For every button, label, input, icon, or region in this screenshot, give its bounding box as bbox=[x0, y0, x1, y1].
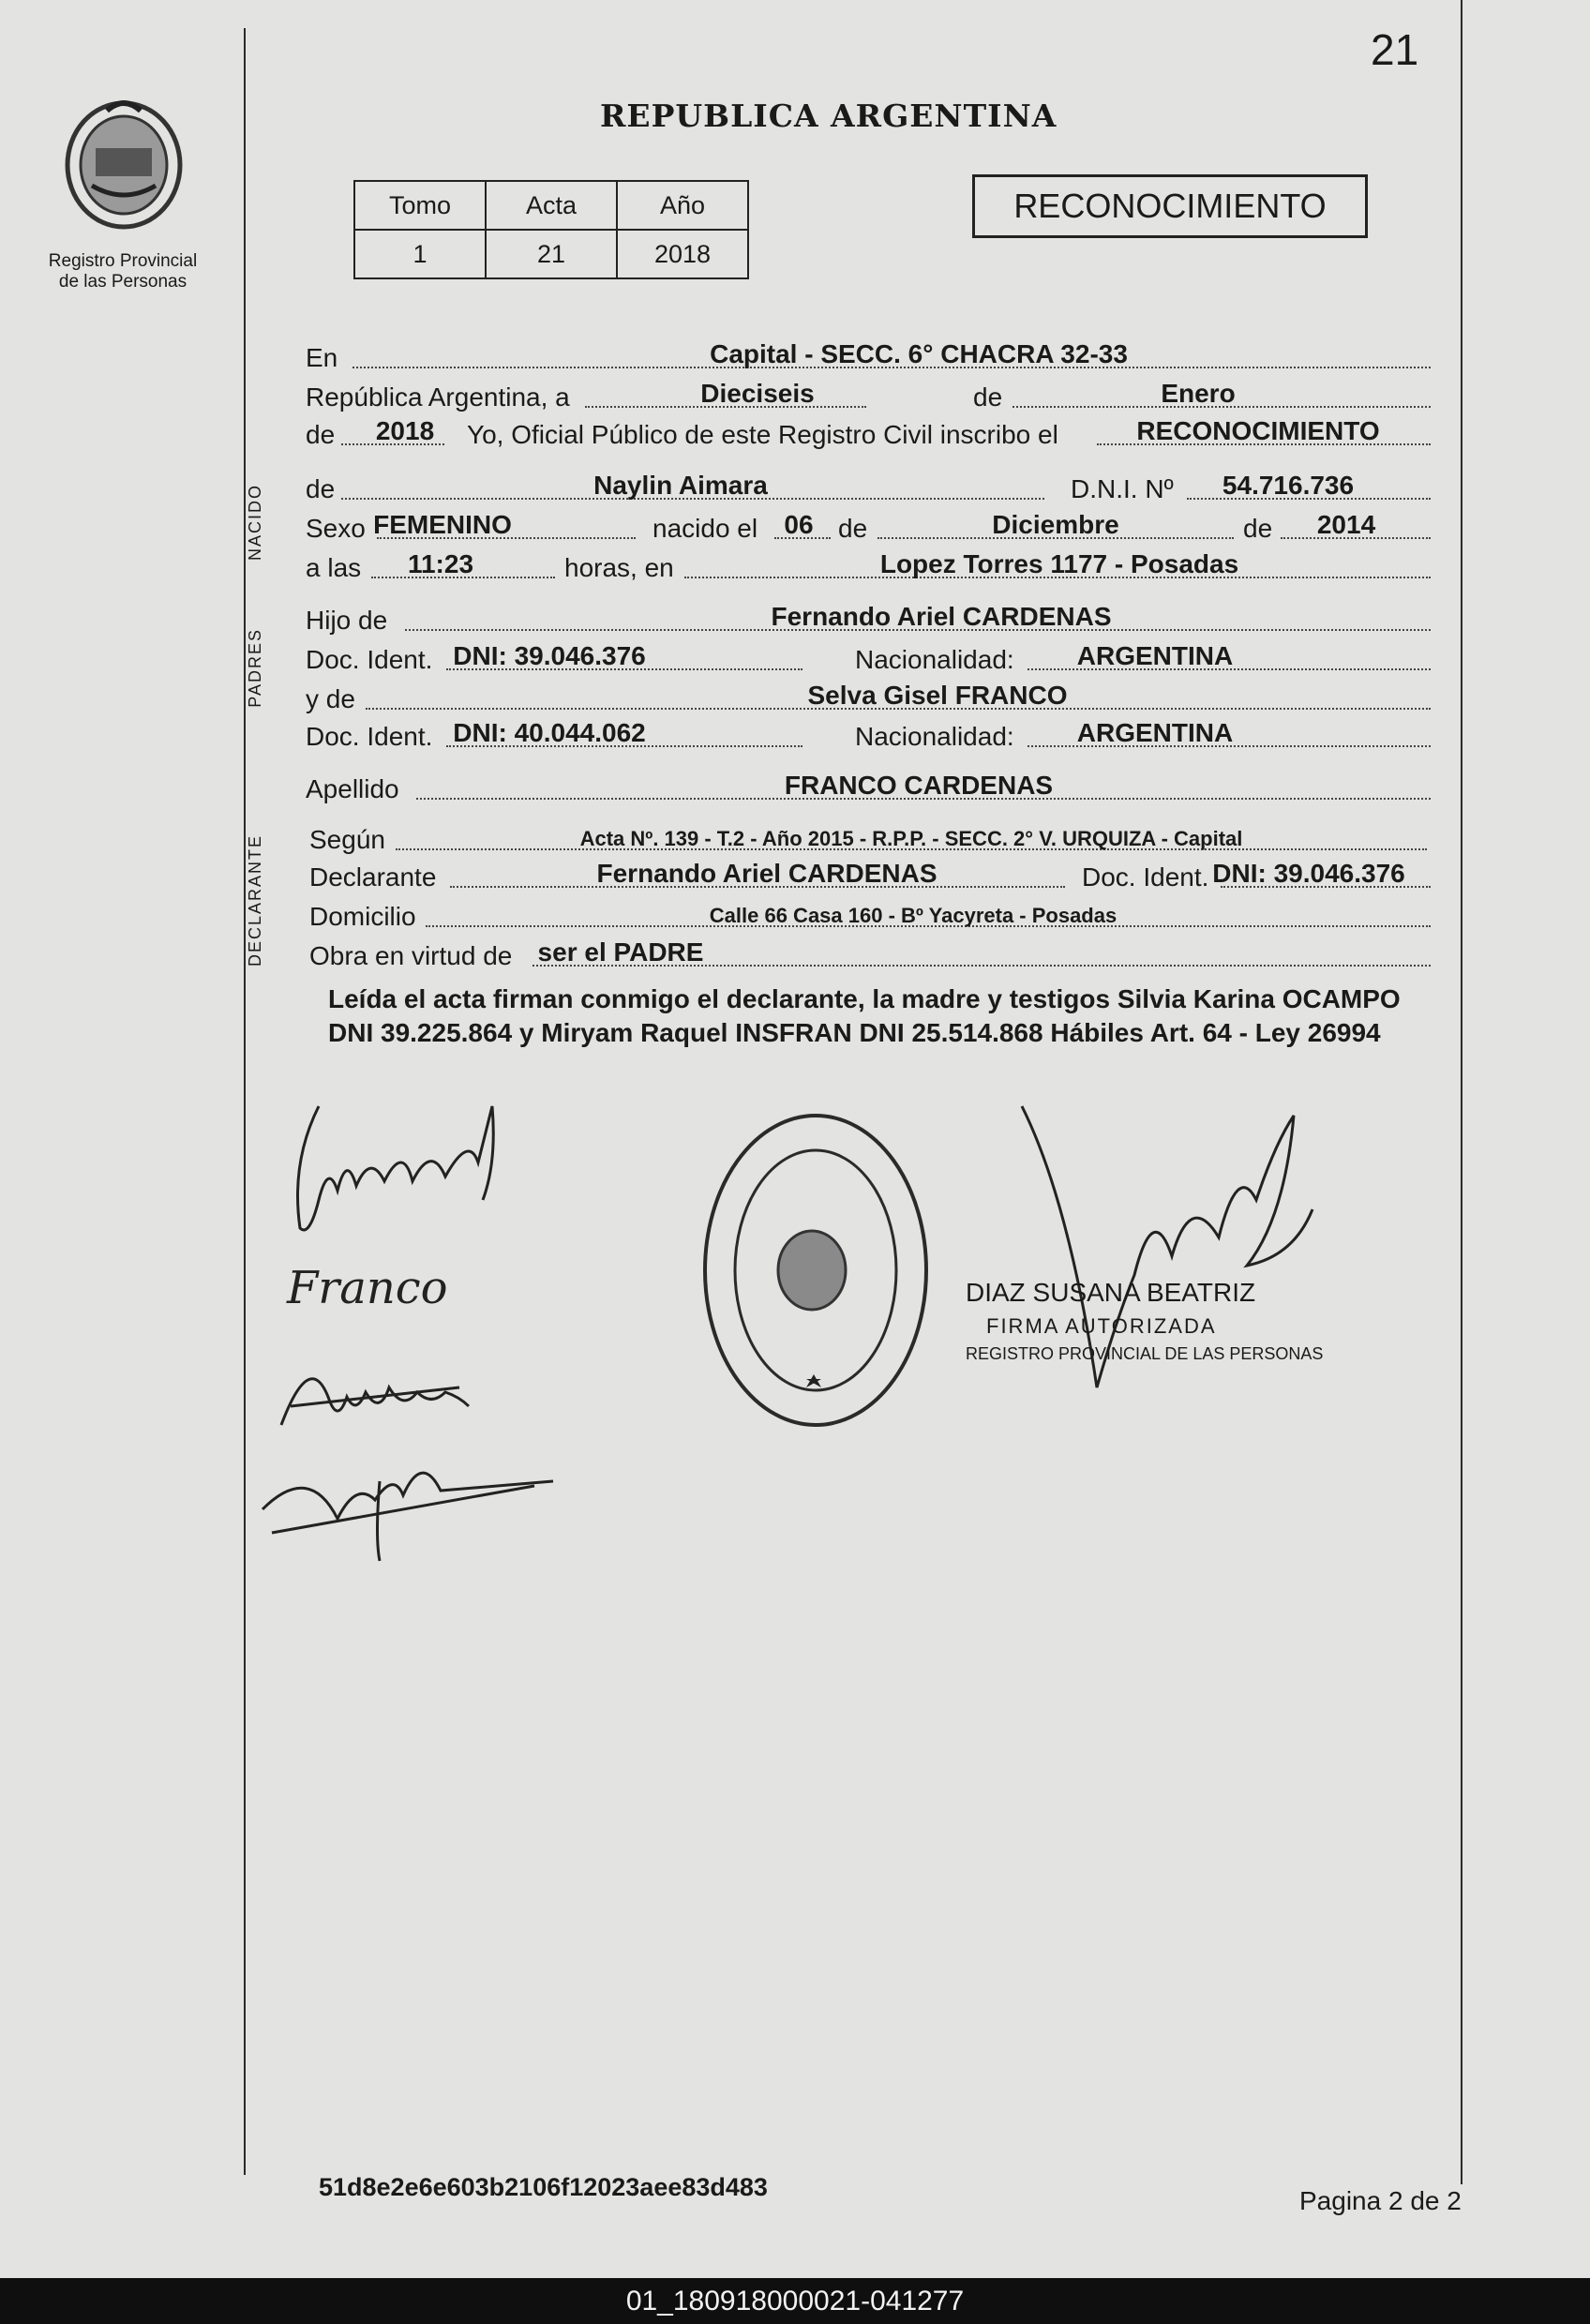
label-apellido: Apellido bbox=[306, 774, 399, 803]
header-tomo: Tomo bbox=[354, 181, 486, 230]
official-name: DIAZ SUSANA BEATRIZ bbox=[966, 1278, 1256, 1307]
row-en bbox=[306, 336, 1431, 373]
value-apellido: FRANCO CARDENAS bbox=[784, 771, 1054, 800]
value-doc2: DNI: 40.044.062 bbox=[453, 718, 646, 747]
value-nombre: Naylin Aimara bbox=[593, 471, 768, 500]
label-domicilio: Domicilio bbox=[309, 902, 416, 931]
value-hora: 11:23 bbox=[407, 549, 474, 578]
label-hijo: Hijo de bbox=[306, 606, 388, 635]
value-tomo: 1 bbox=[354, 230, 486, 278]
label-nacido: nacido el bbox=[652, 514, 758, 543]
page-number: 21 bbox=[1371, 25, 1419, 74]
row-declarante bbox=[309, 855, 1431, 892]
registry-seal-icon bbox=[694, 1106, 938, 1434]
value-anio: 2018 bbox=[617, 230, 748, 278]
label-republica: República Argentina, a bbox=[306, 382, 570, 412]
value-lugar-nac: Lopez Torres 1177 - Posadas bbox=[879, 549, 1239, 578]
official-office: REGISTRO PROVINCIAL DE LAS PERSONAS bbox=[966, 1344, 1324, 1363]
label-segun: Según bbox=[309, 825, 385, 854]
label-yde: y de bbox=[306, 684, 355, 713]
label-nac2: Nacionalidad: bbox=[855, 722, 1014, 751]
label-nac1: Nacionalidad: bbox=[855, 645, 1014, 674]
label-doc1: Doc. Ident. bbox=[306, 645, 433, 674]
closing-paragraph: Leída el acta firman conmigo el declarante, la madre y testigos Silvia Karina OCAMPO DNI 39.225.864 y Miryam Raquel INSFRAN DNI 25.514.868 Hábiles Art. 64 - Ley 26994 bbox=[328, 984, 1401, 1047]
value-nac-mes: Diciembre bbox=[992, 510, 1119, 539]
label-obra: Obra en virtud de bbox=[309, 941, 513, 970]
value-acta: 21 bbox=[486, 230, 617, 278]
signature-witness-insfran bbox=[253, 1444, 562, 1566]
value-sexo: FEMENINO bbox=[373, 510, 512, 539]
label-sexo: Sexo bbox=[306, 514, 366, 543]
section-padres: PADRES bbox=[246, 628, 264, 708]
row-doc2 bbox=[306, 714, 1431, 752]
label-en: En bbox=[306, 343, 338, 372]
label-declarante: Declarante bbox=[309, 862, 437, 892]
label-doc3: Doc. Ident. bbox=[1082, 862, 1209, 892]
svg-text:Franco: Franco bbox=[287, 1262, 448, 1314]
pagination: Pagina 2 de 2 bbox=[1299, 2186, 1462, 2215]
row-segun bbox=[309, 817, 1431, 855]
act-type-box: RECONOCIMIENTO bbox=[972, 174, 1368, 238]
label-nac-de: de bbox=[838, 514, 868, 543]
label-horas: horas, en bbox=[564, 553, 674, 582]
row-inscribo bbox=[306, 412, 1431, 450]
value-anio: 2018 bbox=[375, 416, 435, 445]
logo-caption: Registro Provincial de las Personas bbox=[48, 251, 198, 292]
value-domicilio: Calle 66 Casa 160 - Bº Yacyreta - Posadas bbox=[709, 904, 1118, 927]
value-mes: Enero bbox=[1161, 379, 1236, 408]
left-margin-line bbox=[244, 28, 246, 2175]
value-segun: Acta Nº. 139 - T.2 - Año 2015 - R.P.P. - SECC. 2° V. URQUIZA - Capital bbox=[579, 827, 1243, 850]
right-margin-line bbox=[1461, 0, 1462, 2184]
register-table bbox=[353, 180, 749, 279]
header-anio: Año bbox=[617, 181, 748, 230]
row-fecha bbox=[306, 375, 1431, 412]
value-padre: Fernando Ariel CARDENAS bbox=[771, 602, 1112, 631]
label-doc2: Doc. Ident. bbox=[306, 722, 433, 751]
value-doc1: DNI: 39.046.376 bbox=[453, 641, 646, 670]
value-nac-anio: 2014 bbox=[1316, 510, 1376, 539]
value-obra: ser el PADRE bbox=[537, 937, 704, 967]
row-doc1 bbox=[306, 637, 1431, 675]
document-hash: 51d8e2e6e603b2106f12023aee83d483 bbox=[319, 2173, 768, 2201]
label-inscribo: Yo, Oficial Público de este Registro Civil inscribo el bbox=[467, 420, 1058, 449]
signature-witness-ocampo bbox=[272, 1341, 488, 1444]
value-dia: Dieciseis bbox=[700, 379, 815, 408]
section-nacido: NACIDO bbox=[246, 484, 264, 562]
section-declarante: DECLARANTE bbox=[246, 834, 264, 967]
row-obra bbox=[309, 934, 1431, 971]
label-de: de bbox=[973, 382, 1003, 412]
value-madre: Selva Gisel FRANCO bbox=[807, 681, 1068, 710]
file-id-bar: 01_180918000021-041277 bbox=[0, 2278, 1590, 2324]
label-nac-de2: de bbox=[1243, 514, 1273, 543]
row-hijo bbox=[306, 598, 1431, 636]
value-nac1: ARGENTINA bbox=[1076, 641, 1234, 670]
label-nombre: de bbox=[306, 474, 336, 503]
document-heading: REPUBLICA ARGENTINA bbox=[600, 97, 1058, 134]
value-declarante: Fernando Ariel CARDENAS bbox=[596, 859, 938, 888]
value-inscribo: RECONOCIMIENTO bbox=[1136, 416, 1380, 445]
row-nombre bbox=[306, 467, 1431, 504]
row-domicilio bbox=[309, 894, 1431, 932]
official-title: FIRMA AUTORIZADA bbox=[986, 1314, 1217, 1338]
province-emblem-icon bbox=[54, 92, 193, 231]
signature-franco bbox=[281, 1247, 469, 1322]
value-lugar-acta: Capital - SECC. 6° CHACRA 32-33 bbox=[710, 339, 1128, 368]
row-madre bbox=[306, 677, 1431, 714]
label-alas: a las bbox=[306, 553, 362, 582]
row-apellido bbox=[306, 767, 1431, 804]
label-de2: de bbox=[306, 420, 336, 449]
row-sexo bbox=[306, 506, 1431, 544]
row-hora bbox=[306, 546, 1431, 583]
value-nac2: ARGENTINA bbox=[1076, 718, 1234, 747]
header-acta: Acta bbox=[486, 181, 617, 230]
value-nac-dia: 06 bbox=[784, 510, 814, 539]
signature-declarante bbox=[281, 1087, 544, 1247]
value-dni: 54.716.736 bbox=[1222, 471, 1355, 500]
value-doc3: DNI: 39.046.376 bbox=[1212, 859, 1405, 888]
label-dni: D.N.I. Nº bbox=[1071, 474, 1174, 503]
